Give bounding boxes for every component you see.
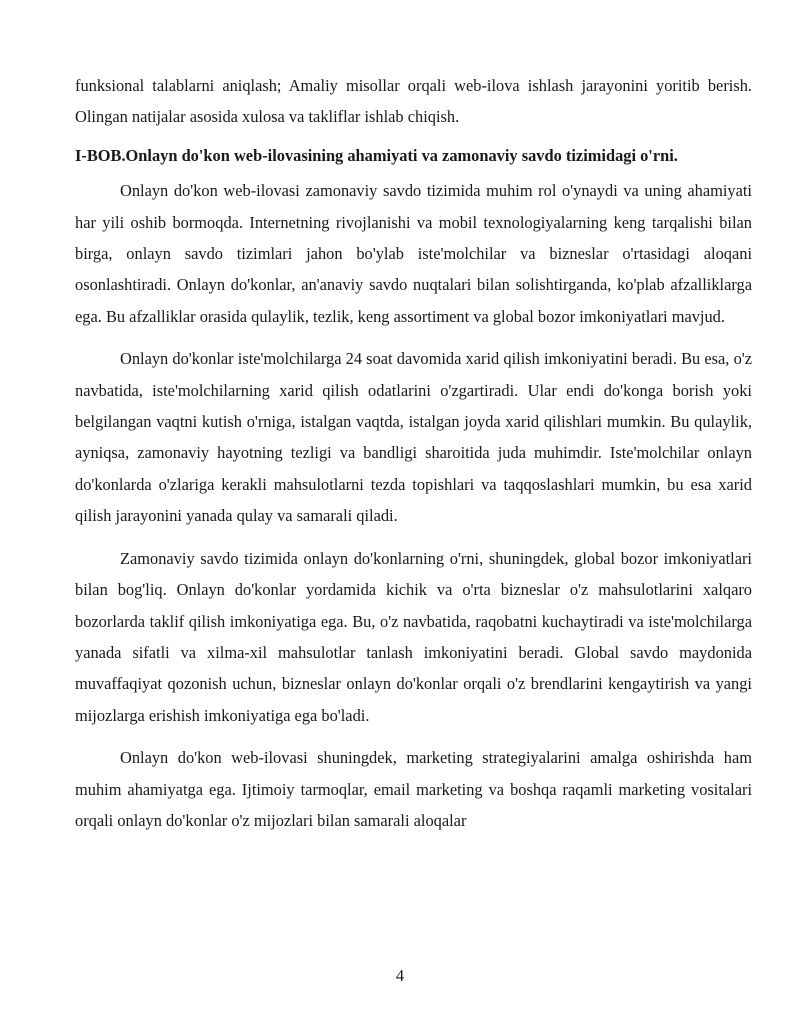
intro-paragraph: funksional talablarni aniqlash; Amaliy misollar orqali web-ilova ishlash jarayonini yoritib berish. Olingan natijalar asosida xulosa va takliflar ishlab chiqish. [75, 76, 752, 127]
body-paragraph-1: Onlayn do'kon web-ilovasi zamonaviy savdo tizimida muhim rol o'ynaydi va uning ahamiyati har yili oshib bormoqda. Internetning rivojlanishi va mobil texnologiyalarning keng tarqalishi bilan birga, onlayn savdo tizimlari jahon bo'ylab iste'molchilar va bizneslar o'rtasidagi aloqani osonlashtiradi. Onlayn do'konlar, an'anaviy savdo nuqtalari bilan solishtirganda, ko'plab afzalliklarga ega. Bu afzalliklar orasida qulaylik, tezlik, keng assortiment va global bozor imkoniyatlari mavjud. [75, 181, 752, 326]
document-page [75, 70, 752, 836]
page-number: 4 [395, 966, 405, 985]
body-paragraph-2: Onlayn do'konlar iste'molchilarga 24 soat davomida xarid qilish imkoniyatini beradi. Bu esa, o'z navbatida, iste'molchilarning xarid qilish odatlarini o'zgartiradi. Ular endi do'konga borish yoki belgilangan vaqtni kutish o'rniga, istalgan vaqtda, istalgan joyda xarid qilishlari mumkin. Bu qulaylik, ayniqsa, zamonaviy hayotning tezligi va bandligi sharoitida juda muhimdir. Iste'molchilar onlayn do'konlarda o'zlariga kerakli mahsulotlarni tezda topishlari va taqqoslashlari mumkin, bu esa xarid qilish jarayonini yanada qulay va samarali qiladi. [75, 349, 752, 526]
body-paragraph-4: Onlayn do'kon web-ilovasi shuningdek, marketing strategiyalarini amalga oshirishda ham muhim ahamiyatga ega. Ijtimoiy tarmoqlar, email marketing va boshqa raqamli marketing vositalari orqali onlayn do'konlar o'z mijozlari bilan samarali aloqalar [75, 748, 752, 830]
chapter-heading: I-BOB.Onlayn do'kon web-ilovasining ahamiyati va zamonaviy savdo tizimidagi o'rni. [75, 145, 678, 165]
body-paragraph-3: Zamonaviy savdo tizimida onlayn do'konlarning o'rni, shuningdek, global bozor imkoniyatlari bilan bog'liq. Onlayn do'konlar yordamida kichik va o'rta bizneslar o'z mahsulotlarini xalqaro bozorlarda taklif qilish imkoniyatiga ega. Bu, o'z navbatida, raqobatni kuchaytiradi va iste'molchilarga yanada sifatli va xilma-xil mahsulotlar tanlash imkoniyatini beradi. Global savdo maydonida muvaffaqiyat qozonish uchun, bizneslar onlayn do'konlar orqali o'z brendlarini kengaytirish va yangi mijozlarga erishish imkoniyatiga ega bo'ladi. [75, 548, 752, 725]
